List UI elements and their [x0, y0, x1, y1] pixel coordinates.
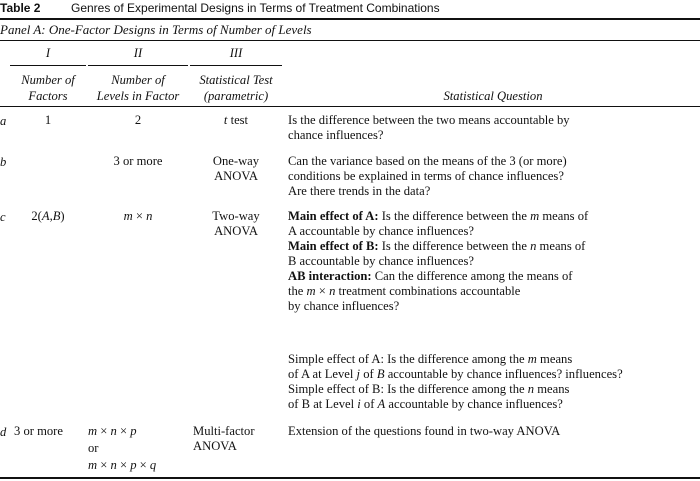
bottom-rule — [0, 477, 700, 479]
row-b-levels: 3 or more — [113, 154, 163, 168]
row-a-factors: 1 — [44, 113, 52, 127]
ab-interaction-term: AB interaction: — [288, 269, 372, 283]
header-test-line1: Statistical Test — [199, 73, 273, 87]
row-c-simple-a-line1: Simple effect of A: Is the difference among the m means — [288, 352, 573, 366]
row-d-question — [288, 424, 560, 439]
row-b-test-line2: ANOVA — [214, 169, 258, 183]
row-c-label: c — [0, 210, 6, 224]
row-b-label: b — [0, 155, 7, 169]
row-b-question — [288, 154, 567, 199]
row-a-q-line2: chance influences? — [288, 128, 384, 142]
column-number-i: I — [45, 46, 51, 60]
row-d-test-line2: ANOVA — [193, 439, 237, 453]
header-question: Statistical Question — [443, 89, 543, 103]
row-a-label: a — [0, 114, 7, 128]
row-c-main-b-line1: Main effect of B: Is the difference between the n means of — [288, 239, 586, 253]
header-factors-line1: Number of — [21, 73, 75, 87]
column-iii-rule — [190, 65, 282, 66]
row-d-levels-line2: m × n × p × q — [88, 458, 157, 472]
header-levels-line2: Levels in Factor — [96, 89, 180, 103]
table-label: Table 2 — [0, 1, 41, 15]
row-d-levels-or: or — [88, 441, 99, 455]
row-c-ab-line3: by chance influences? — [288, 299, 400, 313]
row-c-simple-b-line2: of B at Level i of A accountable by chance influences? — [288, 397, 563, 411]
row-c-simple-b-line1: Simple effect of B: Is the difference among the n means — [288, 382, 570, 396]
row-b-q-line3: Are there trends in the data? — [288, 184, 431, 198]
row-c-ab-line1: AB interaction: Can the difference among the means of — [288, 269, 573, 283]
row-c-question-simple — [288, 352, 623, 412]
panel-rule — [0, 40, 700, 41]
row-b-q-line2: conditions be explained in terms of chance influences? — [288, 169, 564, 183]
row-d-factors: 3 or more — [14, 424, 63, 438]
row-c-factors: 2(A,B) — [31, 209, 65, 223]
top-rule — [0, 18, 700, 20]
row-c-test-line2: ANOVA — [214, 224, 258, 238]
row-d-label: d — [0, 425, 7, 439]
row-a-levels: 2 — [134, 113, 142, 127]
column-i-rule — [10, 65, 86, 66]
row-c-simple-a-line2: of A at Level j of B accountable by chance influences? influences? — [288, 367, 623, 381]
panel-title: Panel A: One-Factor Designs in Terms of Number of Levels — [0, 22, 312, 37]
table-title: Genres of Experimental Designs in Terms of Treatment Combinations — [71, 1, 440, 15]
header-rule — [0, 106, 700, 107]
row-d-q-line1: Extension of the questions found in two-way ANOVA — [288, 424, 561, 438]
row-d-test-line1: Multi-factor — [193, 424, 255, 438]
row-b-test-line1: One-way — [212, 154, 260, 168]
header-test-line2: (parametric) — [203, 89, 269, 103]
row-a-question — [288, 113, 570, 143]
main-effect-a-term: Main effect of A: — [288, 209, 379, 223]
column-ii-rule — [88, 65, 188, 66]
main-effect-b-term: Main effect of B: — [288, 239, 379, 253]
row-c-levels: m × n — [123, 209, 153, 223]
row-a-q-line1: Is the difference between the two means accountable by — [288, 113, 570, 127]
header-levels-line1: Number of — [111, 73, 165, 87]
row-c-main-b-line2: B accountable by chance influences? — [288, 254, 475, 268]
row-c-question-main — [288, 209, 588, 314]
row-a-test: t test — [223, 113, 249, 127]
row-c-main-a-line2: A accountable by chance influences? — [288, 224, 475, 238]
row-c-main-a-line1: Main effect of A: Is the difference between the m means of — [288, 209, 589, 223]
row-d-levels-line1: m × n × p — [88, 424, 137, 438]
header-factors-line2: Factors — [28, 89, 68, 103]
row-c-test-line1: Two-way — [212, 209, 260, 223]
column-number-ii: II — [133, 46, 143, 60]
row-c-ab-line2: the m × n treatment combinations accountable — [288, 284, 521, 298]
column-number-iii: III — [229, 46, 243, 60]
row-b-q-line1: Can the variance based on the means of the 3 (or more) — [288, 154, 567, 168]
